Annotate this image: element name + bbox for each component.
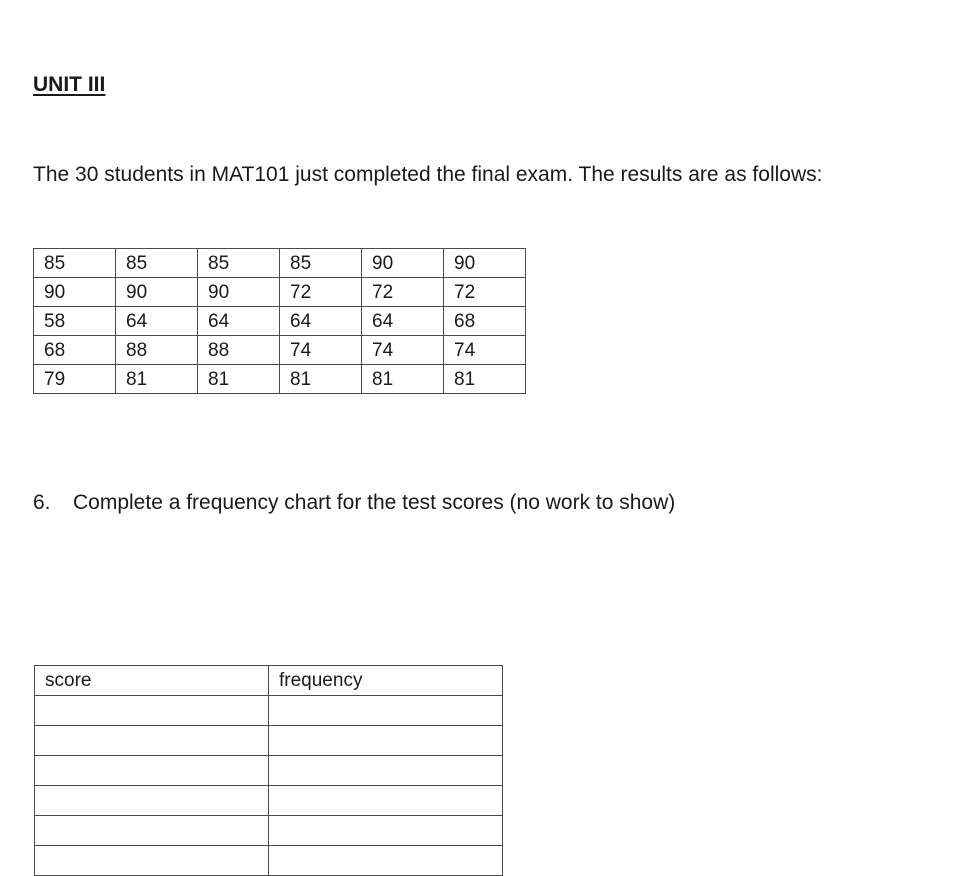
question-text: Complete a frequency chart for the test scores (no work to show) (73, 491, 676, 514)
table-cell: 81 (362, 365, 444, 394)
table-row (34, 307, 526, 336)
score-cell[interactable] (35, 786, 269, 816)
frequency-cell[interactable] (269, 726, 503, 756)
table-cell: 81 (198, 365, 280, 394)
table-cell: 58 (34, 307, 116, 336)
table-cell: 88 (116, 336, 198, 365)
table-cell: 64 (116, 307, 198, 336)
frequency-cell[interactable] (269, 846, 503, 876)
table-cell: 90 (362, 249, 444, 278)
table-cell: 64 (198, 307, 280, 336)
table-cell: 90 (444, 249, 526, 278)
table-row (34, 278, 526, 307)
frequency-row (35, 816, 503, 846)
score-cell[interactable] (35, 756, 269, 786)
intro-text: The 30 students in MAT101 just completed the final exam. The results are as follows: (33, 163, 823, 186)
frequency-cell[interactable] (269, 756, 503, 786)
frequency-row (35, 756, 503, 786)
table-cell: 85 (34, 249, 116, 278)
table-cell: 68 (444, 307, 526, 336)
question-6 (33, 490, 675, 515)
table-cell: 72 (444, 278, 526, 307)
table-row (34, 336, 526, 365)
table-cell: 90 (116, 278, 198, 307)
frequency-cell[interactable] (269, 786, 503, 816)
frequency-cell[interactable] (269, 696, 503, 726)
unit-heading: UNIT III (33, 73, 106, 96)
frequency-table (34, 665, 503, 876)
frequency-cell[interactable] (269, 816, 503, 846)
table-cell: 81 (444, 365, 526, 394)
table-cell: 88 (198, 336, 280, 365)
frequency-header: frequency (269, 666, 503, 696)
table-cell: 81 (280, 365, 362, 394)
table-cell: 90 (198, 278, 280, 307)
frequency-row (35, 696, 503, 726)
table-cell: 90 (34, 278, 116, 307)
table-cell: 72 (280, 278, 362, 307)
frequency-row (35, 846, 503, 876)
table-cell: 64 (280, 307, 362, 336)
table-cell: 72 (362, 278, 444, 307)
table-cell: 85 (280, 249, 362, 278)
table-row (34, 249, 526, 278)
score-cell[interactable] (35, 816, 269, 846)
table-row (34, 365, 526, 394)
table-cell: 85 (198, 249, 280, 278)
question-number: 6. (33, 491, 51, 514)
table-cell: 68 (34, 336, 116, 365)
score-cell[interactable] (35, 846, 269, 876)
table-cell: 74 (444, 336, 526, 365)
frequency-row (35, 726, 503, 756)
table-cell: 79 (34, 365, 116, 394)
table-cell: 74 (362, 336, 444, 365)
table-cell: 85 (116, 249, 198, 278)
score-header: score (35, 666, 269, 696)
score-cell[interactable] (35, 696, 269, 726)
table-cell: 81 (116, 365, 198, 394)
table-cell: 64 (362, 307, 444, 336)
scores-table (33, 248, 526, 394)
frequency-row (35, 786, 503, 816)
table-cell: 74 (280, 336, 362, 365)
frequency-header-row (35, 666, 503, 696)
score-cell[interactable] (35, 726, 269, 756)
